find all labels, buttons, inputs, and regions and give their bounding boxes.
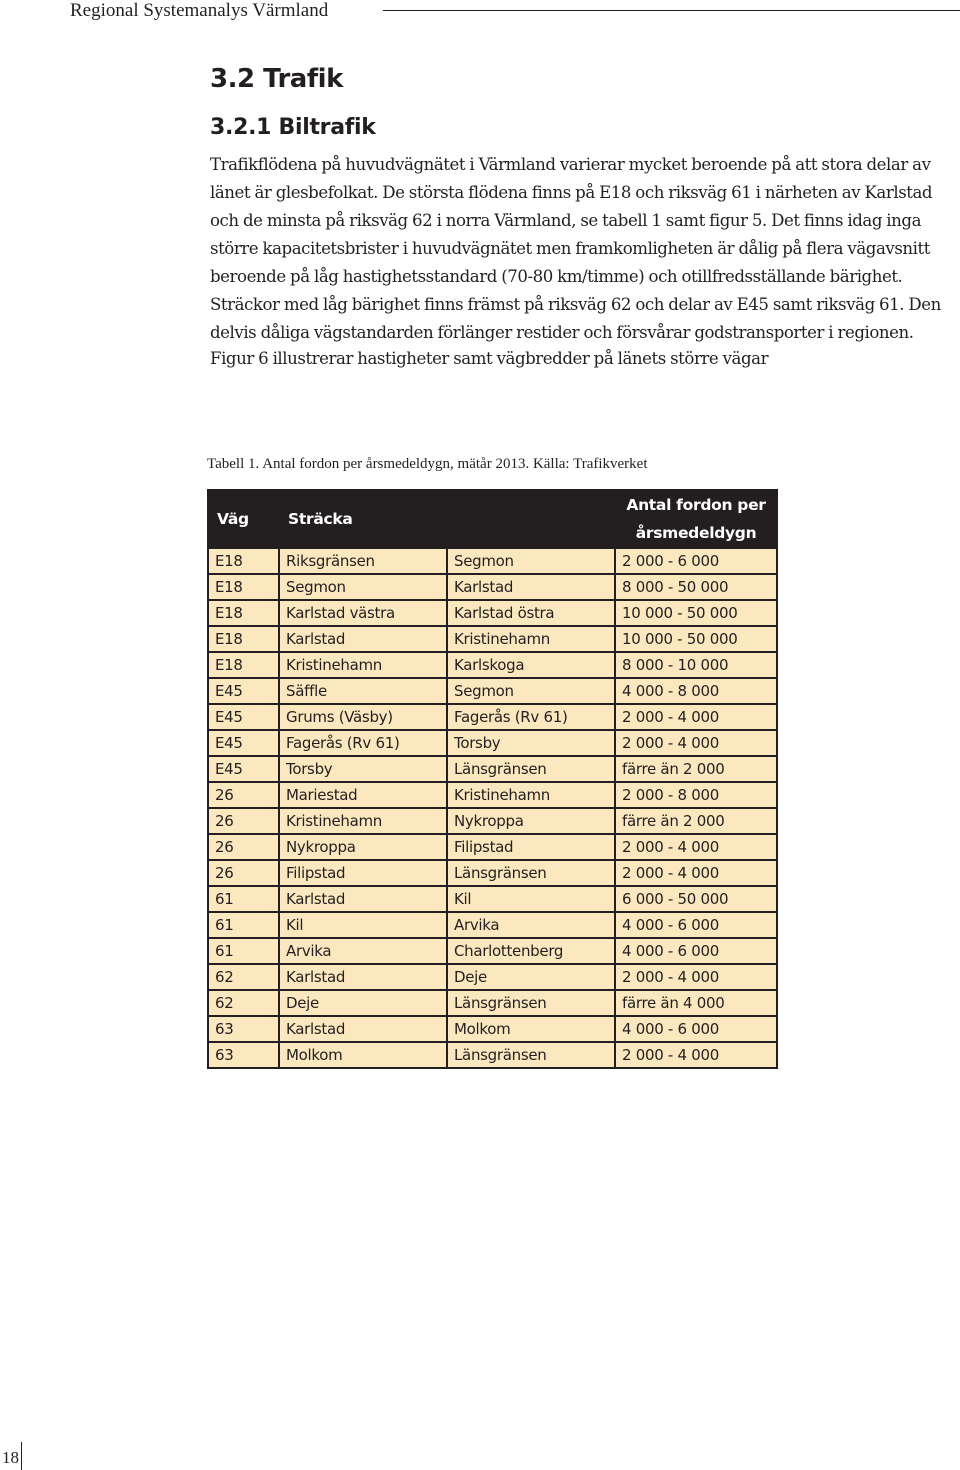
table-row — [208, 990, 777, 1016]
cell-count: 4 000 - 8 000 — [615, 678, 777, 704]
cell-to: Arvika — [447, 912, 615, 938]
cell-from: Karlstad — [279, 1016, 447, 1042]
cell-count: 2 000 - 4 000 — [615, 964, 777, 990]
cell-to: Kristinehamn — [447, 626, 615, 652]
cell-count: 2 000 - 4 000 — [615, 704, 777, 730]
cell-road: E45 — [208, 678, 279, 704]
table-row — [208, 782, 777, 808]
cell-from: Filipstad — [279, 860, 447, 886]
header-count-line-1: Antal fordon per — [626, 496, 766, 514]
cell-to: Fagerås (Rv 61) — [447, 704, 615, 730]
cell-count: 4 000 - 6 000 — [615, 938, 777, 964]
cell-to: Karlstad östra — [447, 600, 615, 626]
cell-count: 2 000 - 8 000 — [615, 782, 777, 808]
table-header-row — [208, 490, 777, 548]
cell-count: färre än 2 000 — [615, 756, 777, 782]
cell-to: Länsgränsen — [447, 756, 615, 782]
cell-count: färre än 4 000 — [615, 990, 777, 1016]
table-row — [208, 860, 777, 886]
page-number-rule — [21, 1442, 22, 1470]
cell-road: 26 — [208, 808, 279, 834]
cell-from: Kil — [279, 912, 447, 938]
page-number: 18 — [2, 1448, 19, 1467]
cell-road: 61 — [208, 886, 279, 912]
cell-to: Segmon — [447, 678, 615, 704]
cell-count: 2 000 - 4 000 — [615, 834, 777, 860]
section-heading: 3.2 Trafik — [210, 64, 343, 94]
cell-count: 8 000 - 50 000 — [615, 574, 777, 600]
cell-from: Grums (Väsby) — [279, 704, 447, 730]
cell-road: E18 — [208, 626, 279, 652]
table-row — [208, 626, 777, 652]
cell-road: 61 — [208, 938, 279, 964]
cell-to: Deje — [447, 964, 615, 990]
cell-from: Arvika — [279, 938, 447, 964]
cell-to: Kil — [447, 886, 615, 912]
cell-from: Karlstad västra — [279, 600, 447, 626]
cell-to: Filipstad — [447, 834, 615, 860]
cell-road: E18 — [208, 600, 279, 626]
cell-count: 10 000 - 50 000 — [615, 626, 777, 652]
cell-from: Segmon — [279, 574, 447, 600]
cell-count: 2 000 - 4 000 — [615, 1042, 777, 1068]
table-row — [208, 1016, 777, 1042]
cell-to: Segmon — [447, 548, 615, 574]
cell-to: Torsby — [447, 730, 615, 756]
table-row — [208, 730, 777, 756]
cell-road: 62 — [208, 964, 279, 990]
cell-from: Torsby — [279, 756, 447, 782]
cell-to: Karlstad — [447, 574, 615, 600]
cell-from: Karlstad — [279, 886, 447, 912]
cell-road: 26 — [208, 782, 279, 808]
cell-from: Karlstad — [279, 626, 447, 652]
cell-road: E45 — [208, 730, 279, 756]
cell-from: Deje — [279, 990, 447, 1016]
table-row — [208, 912, 777, 938]
header-count-line-2: årsmedeldygn — [635, 524, 757, 542]
table-row — [208, 678, 777, 704]
cell-from: Kristinehamn — [279, 808, 447, 834]
table-row — [208, 574, 777, 600]
cell-count: 10 000 - 50 000 — [615, 600, 777, 626]
cell-from: Säffle — [279, 678, 447, 704]
cell-from: Molkom — [279, 1042, 447, 1068]
cell-road: 26 — [208, 834, 279, 860]
cell-road: 26 — [208, 860, 279, 886]
table-row — [208, 808, 777, 834]
cell-from: Fagerås (Rv 61) — [279, 730, 447, 756]
header-road: Väg — [208, 490, 279, 548]
table-row — [208, 938, 777, 964]
table-row — [208, 652, 777, 678]
body-paragraph-1: Trafikflödena på huvudvägnätet i Värmland varierar mycket beroende på att stora delar av länet är glesbefolkat. De största flödena finns på E18 och riksväg 61 i närheten av Karlstad och de minsta på riksväg 62 i norra Värmland, se tabell 1 samt figur 5. Det finns idag inga större kapacitetsbrister i huvudvägnätet men framkomligheten är dålig på flera vägavsnitt beroende på låg hastighetsstandard (70-80 km/timme) och otillfredsställande bärighet. Sträckor med låg bärighet finns främst på riksväg 62 och delar av E45 samt riksväg 61. Den delvis dåliga vägstandarden förlänger restider och försvårar godstransporter i regionen. — [210, 155, 941, 342]
table-row — [208, 756, 777, 782]
table-row — [208, 704, 777, 730]
cell-road: E45 — [208, 756, 279, 782]
table-row — [208, 964, 777, 990]
cell-count: 4 000 - 6 000 — [615, 1016, 777, 1042]
header-vehicle-count — [615, 490, 777, 548]
cell-road: 63 — [208, 1016, 279, 1042]
cell-road: E18 — [208, 652, 279, 678]
header-rule — [383, 10, 960, 11]
cell-to: Länsgränsen — [447, 1042, 615, 1068]
table-row — [208, 834, 777, 860]
cell-road: E18 — [208, 548, 279, 574]
cell-to: Länsgränsen — [447, 860, 615, 886]
cell-to: Charlottenberg — [447, 938, 615, 964]
cell-to: Molkom — [447, 1016, 615, 1042]
cell-from: Mariestad — [279, 782, 447, 808]
cell-road: E45 — [208, 704, 279, 730]
table-row — [208, 886, 777, 912]
table-caption: Tabell 1. Antal fordon per årsmedeldygn, mätår 2013. Källa: Trafikverket — [207, 456, 648, 472]
traffic-table — [207, 489, 778, 1069]
cell-count: 2 000 - 4 000 — [615, 730, 777, 756]
cell-from: Riksgränsen — [279, 548, 447, 574]
body-paragraph-2: Figur 6 illustrerar hastigheter samt vägbredder på länets större vägar — [210, 349, 769, 368]
cell-count: 6 000 - 50 000 — [615, 886, 777, 912]
header-section: Sträcka — [279, 490, 615, 548]
table-body — [208, 548, 777, 1068]
cell-count: 4 000 - 6 000 — [615, 912, 777, 938]
cell-to: Kristinehamn — [447, 782, 615, 808]
cell-road: E18 — [208, 574, 279, 600]
table-row — [208, 548, 777, 574]
table-row — [208, 1042, 777, 1068]
cell-count: färre än 2 000 — [615, 808, 777, 834]
cell-count: 8 000 - 10 000 — [615, 652, 777, 678]
cell-to: Nykroppa — [447, 808, 615, 834]
cell-from: Nykroppa — [279, 834, 447, 860]
cell-count: 2 000 - 6 000 — [615, 548, 777, 574]
cell-from: Karlstad — [279, 964, 447, 990]
cell-road: 63 — [208, 1042, 279, 1068]
cell-road: 62 — [208, 990, 279, 1016]
cell-from: Kristinehamn — [279, 652, 447, 678]
cell-count: 2 000 - 4 000 — [615, 860, 777, 886]
cell-road: 61 — [208, 912, 279, 938]
running-header: Regional Systemanalys Värmland — [70, 0, 329, 21]
cell-to: Länsgränsen — [447, 990, 615, 1016]
subsection-heading: 3.2.1 Biltrafik — [210, 115, 376, 140]
table-row — [208, 600, 777, 626]
cell-to: Karlskoga — [447, 652, 615, 678]
